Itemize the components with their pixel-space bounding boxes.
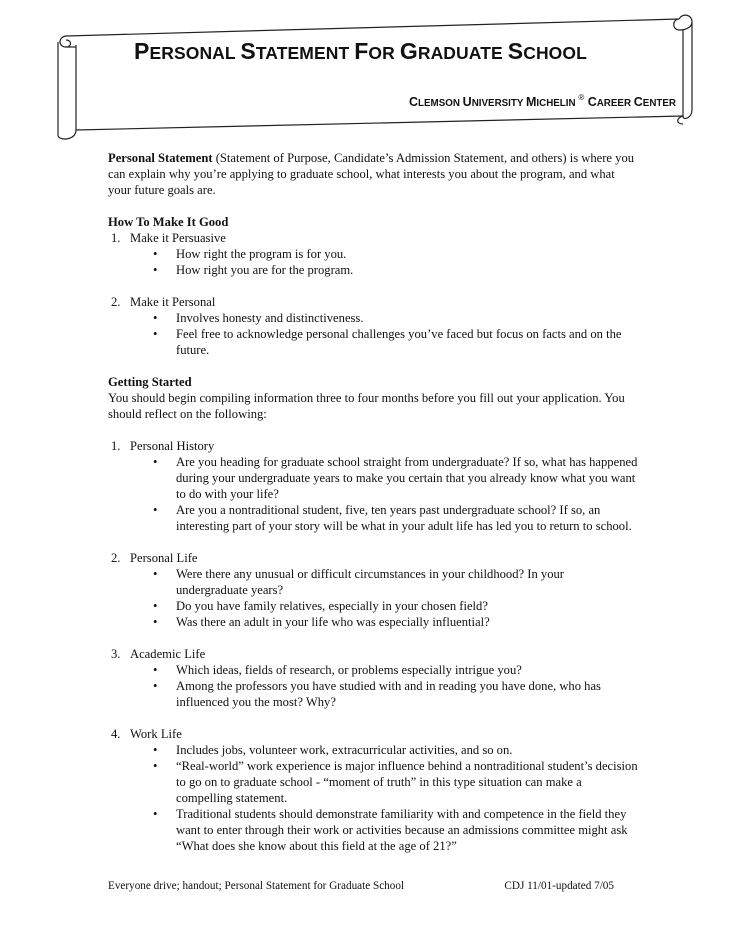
document-title: [134, 38, 587, 65]
bullet-icon: •: [153, 759, 158, 773]
bullet-icon: •: [153, 679, 158, 693]
bullet-icon: •: [153, 599, 158, 613]
bullet-icon: •: [153, 663, 158, 677]
title-part: TATEMENT: [255, 43, 355, 63]
subtitle-part: ENTER: [642, 98, 676, 109]
bullet-icon: •: [153, 743, 158, 757]
list-item: [108, 246, 638, 262]
title-part: OR: [368, 43, 400, 63]
list-item-text: Was there an adult in your life who was especially influential?: [176, 615, 490, 629]
item-number: 1.: [111, 439, 121, 453]
scroll-banner-icon: [0, 0, 736, 140]
how-to-heading: How To Make It Good: [108, 215, 229, 229]
list-item-text: Do you have family relatives, especially in your chosen field?: [176, 599, 488, 613]
getting-started-heading: Getting Started: [108, 375, 192, 389]
item-label: Work Life: [130, 727, 182, 741]
intro-text: (Statement of Purpose, Candidate’s Admission Statement, and others) is where you can explain why you’re applying to graduate school, what interests you about the program, and what your future goals are.: [108, 151, 635, 197]
bullet-list: [108, 742, 638, 854]
list-item-text: “Real-world” work experience is major influence behind a nontraditional student’s decision to go on to graduate school - “moment of truth” in this type situation can make a compelling statement.: [176, 759, 638, 805]
bullet-icon: •: [153, 311, 158, 325]
bullet-list: [108, 310, 638, 358]
list-item: [108, 758, 638, 806]
item-number: 2.: [111, 551, 121, 565]
subtitle-part: NIVERSITY: [471, 98, 526, 109]
section-item: [108, 550, 638, 566]
bullet-list: [108, 454, 638, 534]
list-item-text: Were there any unusual or difficult circumstances in your childhood? In your undergraduate years?: [176, 567, 564, 597]
title-part: S: [507, 38, 524, 64]
subtitle-part: M: [525, 95, 537, 109]
getting-started-text: You should begin compiling information three to four months before you fill out your application. You should reflect on the following:: [108, 391, 625, 421]
list-item-text: How right you are for the program.: [176, 263, 354, 277]
list-item-text: How right the program is for you.: [176, 247, 347, 261]
list-item: [108, 614, 638, 630]
item-number: 1.: [111, 231, 121, 245]
subtitle-part: C: [409, 95, 419, 109]
list-item-text: Feel free to acknowledge personal challenges you’ve faced but focus on facts and on the future.: [176, 327, 622, 357]
bullet-list: [108, 662, 638, 710]
bullet-icon: •: [153, 263, 158, 277]
bullet-icon: •: [153, 327, 158, 341]
how-to-item: [108, 230, 638, 246]
item-label: Make it Persuasive: [130, 231, 226, 245]
title-part: P: [134, 38, 150, 64]
title-part: F: [354, 38, 369, 64]
bullet-list: [108, 566, 638, 630]
footer-right: CDJ 11/01-updated 7/05: [504, 880, 614, 892]
subtitle-part: AREER: [596, 98, 634, 109]
title-part: ERSONAL: [149, 43, 241, 63]
bullet-icon: •: [153, 615, 158, 629]
scroll-banner: [0, 0, 736, 140]
bullet-icon: •: [153, 503, 158, 517]
intro-lead: Personal Statement: [108, 151, 213, 165]
list-item-text: Which ideas, fields of research, or problems especially intrigue you?: [176, 663, 522, 677]
list-item-text: Traditional students should demonstrate familiarity with and competence in the field they want to enter through their work or activities because an admissions committee might ask “What does she know about this field at the age of 21?”: [176, 807, 628, 853]
list-item-text: Among the professors you have studied with and in reading you have done, who has influenced you the most? Why?: [176, 679, 601, 709]
list-item: [108, 662, 638, 678]
list-item: [108, 454, 638, 502]
list-item: [108, 262, 638, 278]
registered-mark: ®: [578, 93, 585, 102]
item-number: 2.: [111, 295, 121, 309]
title-part: G: [399, 38, 418, 64]
section-item: [108, 646, 638, 662]
list-item-text: Are you heading for graduate school straight from undergraduate? If so, what has happened during your undergraduate years to make you certain that you already know what you want to do with your life?: [176, 455, 638, 501]
list-item: [108, 598, 638, 614]
subtitle-part: ICHELIN: [536, 98, 579, 109]
list-item: [108, 806, 638, 854]
section-item: [108, 438, 638, 454]
list-item: [108, 310, 638, 326]
title-part: S: [240, 38, 256, 64]
list-item: [108, 742, 638, 758]
title-part: RADUATE: [417, 43, 508, 63]
how-to-item: [108, 294, 638, 310]
list-item: [108, 678, 638, 710]
list-item-text: Involves honesty and distinctiveness.: [176, 311, 364, 325]
intro-paragraph: [108, 150, 638, 198]
subtitle-part: LEMSON: [418, 98, 463, 109]
list-item-text: Includes jobs, volunteer work, extracurricular activities, and so on.: [176, 743, 513, 757]
item-number: 3.: [111, 647, 121, 661]
bullet-icon: •: [153, 567, 158, 581]
footer-left: Everyone drive; handout; Personal Statement for Graduate School: [108, 880, 405, 892]
item-label: Personal Life: [130, 551, 198, 565]
item-label: Personal History: [130, 439, 215, 453]
list-item: [108, 566, 638, 598]
bullet-list: [108, 246, 638, 278]
subtitle-part: U: [462, 95, 472, 109]
bullet-icon: •: [153, 247, 158, 261]
subtitle-part: C: [633, 95, 643, 109]
document-body: [108, 150, 638, 854]
item-label: Make it Personal: [130, 295, 216, 309]
bullet-icon: •: [153, 807, 158, 821]
item-number: 4.: [111, 727, 121, 741]
list-item: [108, 326, 638, 358]
document-subtitle: [409, 93, 676, 109]
list-item: [108, 502, 638, 534]
title-part: CHOOL: [523, 43, 587, 63]
list-item-text: Are you a nontraditional student, five, ten years past undergraduate school? If so, an interesting part of your story will be what in your adult life has led you to return to school.: [176, 503, 632, 533]
subtitle-part: C: [584, 95, 597, 109]
section-item: [108, 726, 638, 742]
item-label: Academic Life: [130, 647, 206, 661]
bullet-icon: •: [153, 455, 158, 469]
